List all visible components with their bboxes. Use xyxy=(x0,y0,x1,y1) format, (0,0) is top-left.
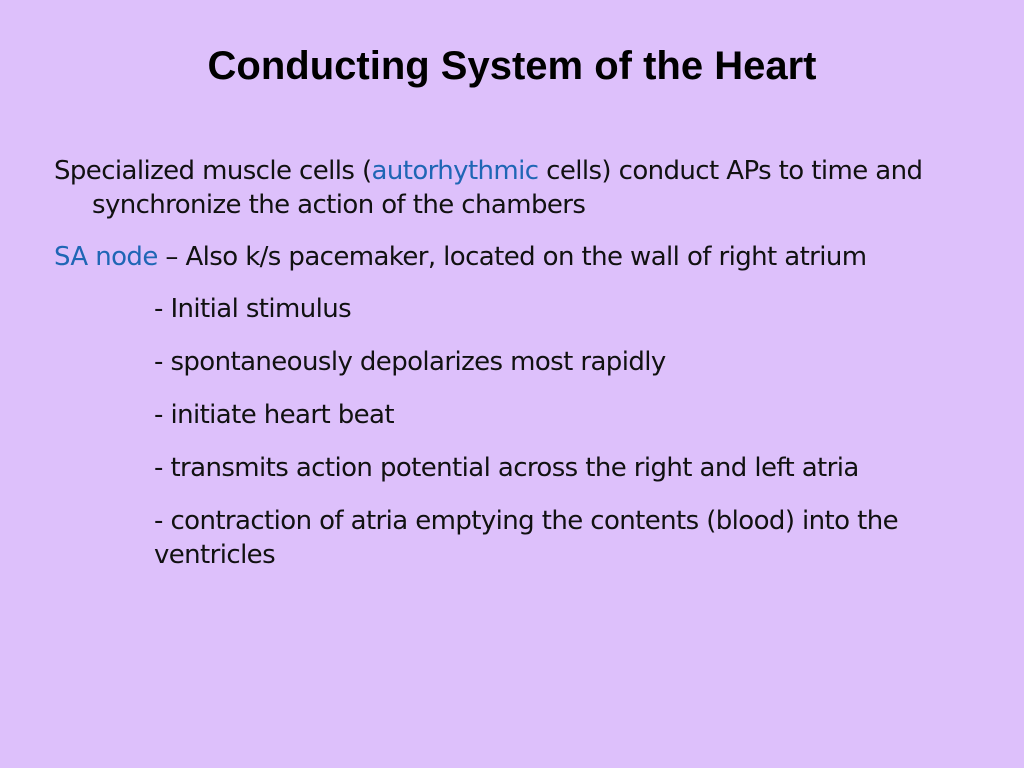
slide-body xyxy=(54,154,974,572)
bullet-item: - initiate heart beat xyxy=(154,400,394,430)
sa-node-term: SA node xyxy=(54,242,158,272)
bullet-item: - Initial stimulus xyxy=(154,294,352,324)
autorhythmic-term: autorhythmic xyxy=(371,156,539,186)
slide-title: Conducting System of the Heart xyxy=(207,44,817,88)
paragraph2-text: – Also k/s pacemaker, located on the wall of right atrium xyxy=(157,242,867,272)
bullet-item: - contraction of atria emptying the contents (blood) into the ventricles xyxy=(154,506,898,570)
paragraph-specialized-cells xyxy=(54,154,974,222)
paragraph1-prefix: Specialized muscle cells ( xyxy=(54,156,372,186)
paragraph-sa-node xyxy=(54,240,974,274)
paragraph1-suffix: cells) conduct APs to time and synchronize the action of the chambers xyxy=(92,156,923,220)
bullet-item: - transmits action potential across the right and left atria xyxy=(154,453,859,483)
bullet-item: - spontaneously depolarizes most rapidly xyxy=(154,347,666,377)
